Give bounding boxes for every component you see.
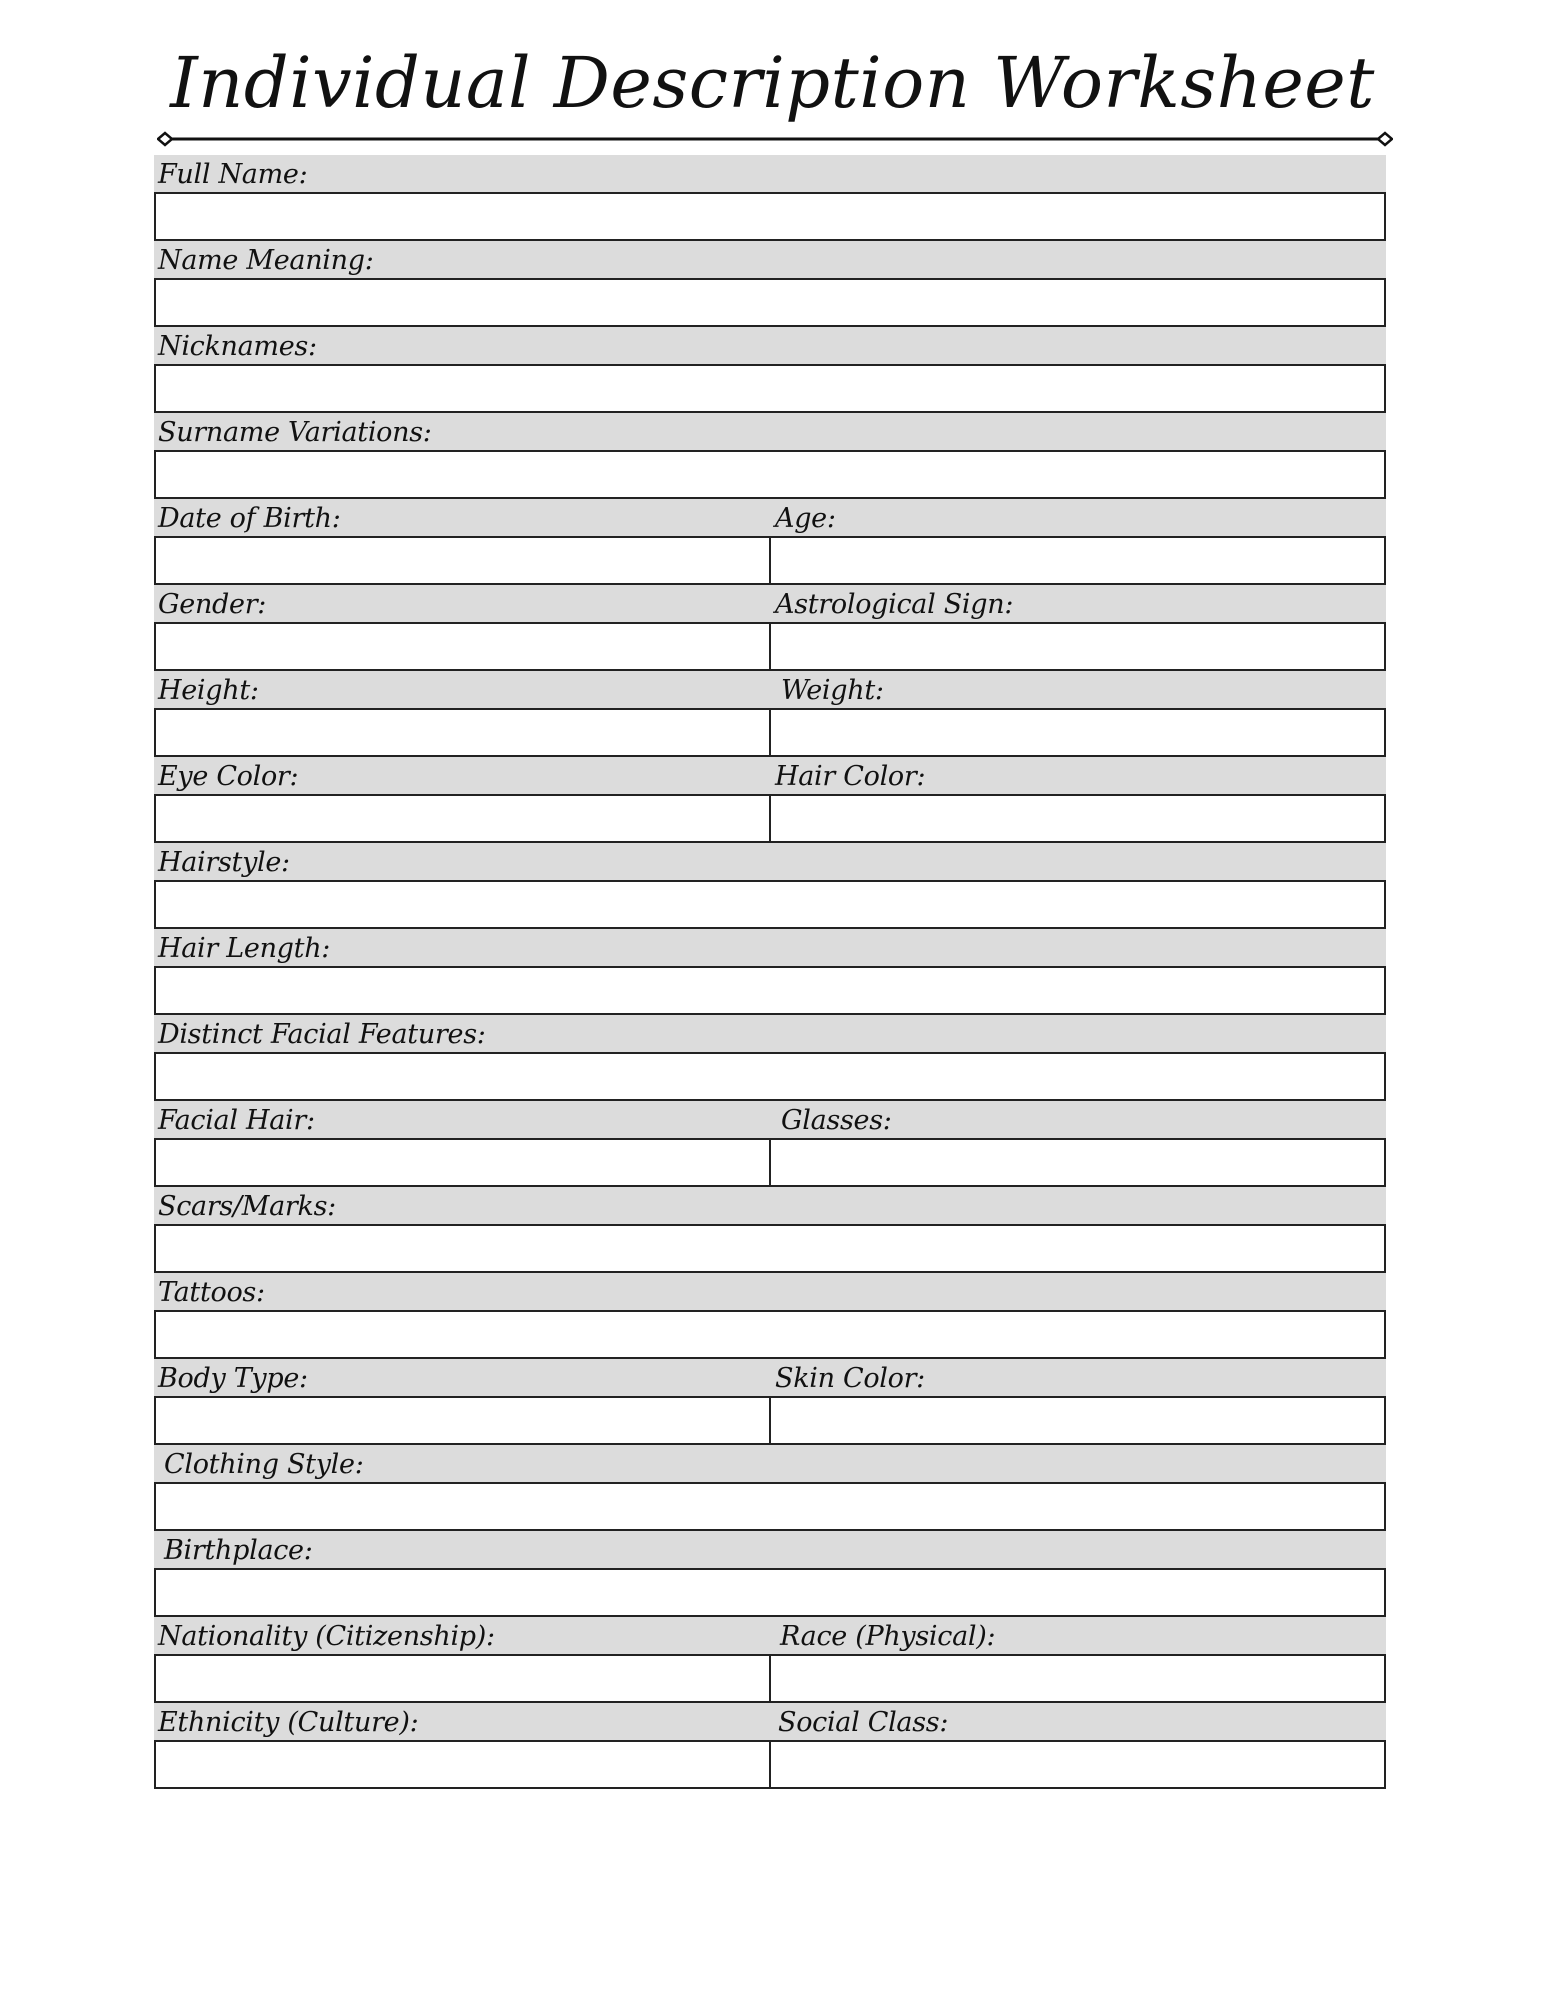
clothing-style-field[interactable] (154, 1482, 1386, 1531)
title-divider (157, 131, 1393, 147)
surname-variations-label: Surname Variations: (158, 417, 432, 448)
clothing-style-label: Clothing Style: (164, 1449, 364, 1480)
weight-label: Weight: (781, 675, 884, 706)
label-band (154, 1101, 1386, 1138)
body-type-field[interactable] (154, 1396, 771, 1445)
glasses-label: Glasses: (781, 1105, 892, 1136)
label-band (154, 757, 1386, 794)
age-field[interactable] (769, 536, 1386, 585)
row-hairstyle (154, 843, 1386, 929)
nicknames-label: Nicknames: (158, 331, 317, 362)
race-field[interactable] (769, 1654, 1386, 1703)
row-distinct-facial-features (154, 1015, 1386, 1101)
distinct-facial-features-label: Distinct Facial Features: (158, 1019, 486, 1050)
label-band (154, 585, 1386, 622)
scars-marks-label: Scars/Marks: (158, 1191, 336, 1222)
name-meaning-label: Name Meaning: (158, 245, 374, 276)
hairstyle-label: Hairstyle: (158, 847, 290, 878)
social-class-field[interactable] (769, 1740, 1386, 1789)
label-band (154, 1359, 1386, 1396)
row-name-meaning (154, 241, 1386, 327)
divider-right-diamond (1378, 133, 1392, 145)
gender-field[interactable] (154, 622, 771, 671)
age-label: Age: (775, 503, 836, 534)
row-nationality-race (154, 1617, 1386, 1703)
surname-variations-field[interactable] (154, 450, 1386, 499)
full-name-field[interactable] (154, 192, 1386, 241)
row-surname-variations (154, 413, 1386, 499)
race-label: Race (Physical): (780, 1621, 996, 1652)
hair-color-label: Hair Color: (775, 761, 926, 792)
scars-marks-field[interactable] (154, 1224, 1386, 1273)
astrological-sign-label: Astrological Sign: (775, 589, 1014, 620)
full-name-label: Full Name: (158, 159, 308, 190)
facial-hair-label: Facial Hair: (158, 1105, 315, 1136)
date-of-birth-label: Date of Birth: (158, 503, 341, 534)
gender-label: Gender: (158, 589, 267, 620)
birthplace-field[interactable] (154, 1568, 1386, 1617)
distinct-facial-features-field[interactable] (154, 1052, 1386, 1101)
height-label: Height: (158, 675, 259, 706)
skin-color-label: Skin Color: (775, 1363, 925, 1394)
label-band (154, 327, 1386, 364)
body-type-label: Body Type: (158, 1363, 308, 1394)
ethnicity-field[interactable] (154, 1740, 771, 1789)
hair-length-field[interactable] (154, 966, 1386, 1015)
hair-color-field[interactable] (769, 794, 1386, 843)
eye-color-label: Eye Color: (158, 761, 299, 792)
facial-hair-field[interactable] (154, 1138, 771, 1187)
page-title: Individual Description Worksheet (170, 42, 1375, 124)
birthplace-label: Birthplace: (164, 1535, 313, 1566)
row-tattoos (154, 1273, 1386, 1359)
row-height-weight (154, 671, 1386, 757)
row-ethnicity-social-class (154, 1703, 1386, 1789)
skin-color-field[interactable] (769, 1396, 1386, 1445)
nationality-field[interactable] (154, 1654, 771, 1703)
row-scars-marks (154, 1187, 1386, 1273)
hair-length-label: Hair Length: (158, 933, 331, 964)
tattoos-label: Tattoos: (158, 1277, 265, 1308)
row-gender-astrological-sign (154, 585, 1386, 671)
row-body-type-skin-color (154, 1359, 1386, 1445)
row-date-of-birth-age (154, 499, 1386, 585)
row-full-name (154, 155, 1386, 241)
row-facial-hair-glasses (154, 1101, 1386, 1187)
astrological-sign-field[interactable] (769, 622, 1386, 671)
social-class-label: Social Class: (778, 1707, 949, 1738)
glasses-field[interactable] (769, 1138, 1386, 1187)
tattoos-field[interactable] (154, 1310, 1386, 1359)
row-nicknames (154, 327, 1386, 413)
row-clothing-style (154, 1445, 1386, 1531)
label-band (154, 671, 1386, 708)
nationality-label: Nationality (Citizenship): (158, 1621, 495, 1652)
label-band (154, 1531, 1386, 1568)
height-field[interactable] (154, 708, 771, 757)
row-hair-length (154, 929, 1386, 1015)
date-of-birth-field[interactable] (154, 536, 771, 585)
divider-left-diamond (158, 133, 172, 145)
name-meaning-field[interactable] (154, 278, 1386, 327)
description-form (154, 155, 1386, 1789)
ethnicity-label: Ethnicity (Culture): (158, 1707, 419, 1738)
row-eye-hair-color (154, 757, 1386, 843)
row-birthplace (154, 1531, 1386, 1617)
weight-field[interactable] (769, 708, 1386, 757)
label-band (154, 843, 1386, 880)
label-band (154, 1273, 1386, 1310)
label-band (154, 155, 1386, 192)
hairstyle-field[interactable] (154, 880, 1386, 929)
nicknames-field[interactable] (154, 364, 1386, 413)
label-band (154, 1187, 1386, 1224)
label-band (154, 929, 1386, 966)
eye-color-field[interactable] (154, 794, 771, 843)
